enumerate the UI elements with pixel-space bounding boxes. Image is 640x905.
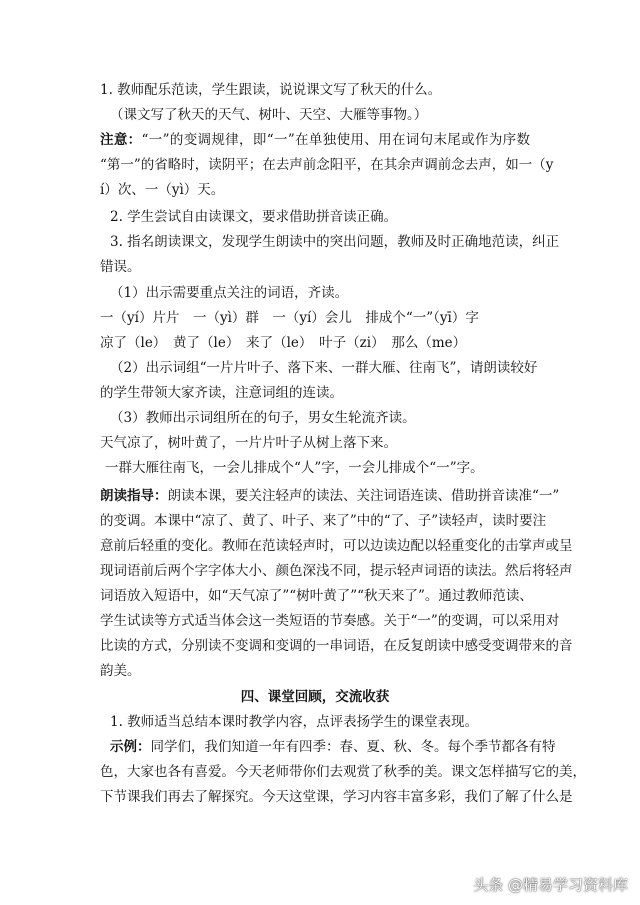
paragraph-sub1: （1）出示需要重点关注的词语，齐读。 <box>110 285 349 301</box>
paragraph-step1: 1. 教师配乐范读，学生跟读，说说课文写了秋天的什么。 <box>100 82 442 98</box>
example-line3: 下节课我们再去了解探究。今天这堂课，学习内容丰富多彩，我们了解了什么是 <box>100 789 573 805</box>
reading-guide-line4: 现词语前后两个字字体大小、颜色深浅不同，提示轻声词语的读法。然后将轻声 <box>100 563 573 579</box>
example-line1 <box>110 737 556 757</box>
paragraph-step3-line1: 3. 指名朗读课文，发现学生朗读中的突出问题，教师及时正确地范读，纠正 <box>110 234 560 250</box>
sentence-line2: 一群大雁往南飞，一会儿排成个“人”字，一会儿排成个“一”字。 <box>105 460 484 476</box>
reading-guide-line7: 比读的方式，分别读不变调和变调的一串词语，在反复朗读中感受变调带来的音 <box>100 638 573 654</box>
note-label: 注意： <box>100 132 142 148</box>
note-text: “一”的变调规律，即“一”在单独使用、用在词句末尾或作为序数 <box>141 132 531 148</box>
paragraph-sub2-line1: （2）出示词组“一片片叶子、落下来、一群大雁、往南飞”，请朗读较好 <box>110 360 538 376</box>
paragraph-step2: 2. 学生尝试自由读课文，要求借助拼音读正确。 <box>110 209 398 225</box>
word-list-line1: 一（yí）片片 一（yì）群 一（yí）会儿 排成个“一”（yī）字 <box>100 310 479 326</box>
paragraph-note-line1 <box>100 130 530 150</box>
reading-guide-text: 朗读本课，要关注轻声的读法、关注词语连读、借助拼音读准“一” <box>167 488 560 504</box>
reading-guide-line8: 韵美。 <box>100 663 141 679</box>
word-list-line2: 凉了（le） 黄了（le） 来了（le） 叶子（zi） 那么（me） <box>100 335 467 351</box>
paragraph-sub3: （3）教师出示词组所在的句子，男女生轮流齐读。 <box>110 410 416 426</box>
paragraph-note-line3: í）次、一（yì）天。 <box>100 182 225 198</box>
example-text: 同学们，我们知道一年有四季：春、夏、秋、冬。每个季节都各有特 <box>150 739 556 755</box>
paragraph-step1-answer: （课文写了秋天的天气、树叶、天空、大雁等事物。） <box>110 107 428 123</box>
paragraph-step3-line2: 错误。 <box>100 259 141 275</box>
paragraph-review-step1: 1. 教师适当总结本课时教学内容，点评表扬学生的课堂表现。 <box>110 714 479 730</box>
example-label: 示例： <box>110 739 151 755</box>
sentence-line1: 天气凉了，树叶黄了，一片片叶子从树上落下来。 <box>100 435 397 451</box>
example-line2: 色，大家也各有喜爱。今天老师带你们去观赏了秋季的美。课文怎样描写它的美， <box>100 764 586 780</box>
reading-guide-line6: 学生试读等方式适当体会这一类短语的节奏感。关于“一”的变调，可以采用对 <box>100 613 560 629</box>
reading-guide-line1 <box>100 486 560 506</box>
reading-guide-line5: 词语放入短语中，如“天气凉了”“树叶黄了”“秋天来了”。通过教师范读、 <box>100 588 533 604</box>
section-heading: 四、课堂回顾，交流收获 <box>240 689 390 705</box>
reading-guide-line2: 的变调。本课中“凉了、黄了、叶子、来了”中的“了、子”读轻声，读时要注 <box>100 513 547 529</box>
reading-guide-label: 朗读指导： <box>100 488 168 504</box>
reading-guide-line3: 意前后轻重的变化。教师在范读轻声时，可以边读边配以轻重变化的击掌声或呈 <box>100 538 573 554</box>
paragraph-sub2-line2: 的学生带领大家齐读，注意词组的连读。 <box>100 385 343 401</box>
watermark-text: 头条 @精易学习资料库 <box>473 876 628 894</box>
paragraph-note-line2: “第一”的省略时，读阴平；在去声前念阳平，在其余声调前念去声，如一（y <box>100 157 554 173</box>
